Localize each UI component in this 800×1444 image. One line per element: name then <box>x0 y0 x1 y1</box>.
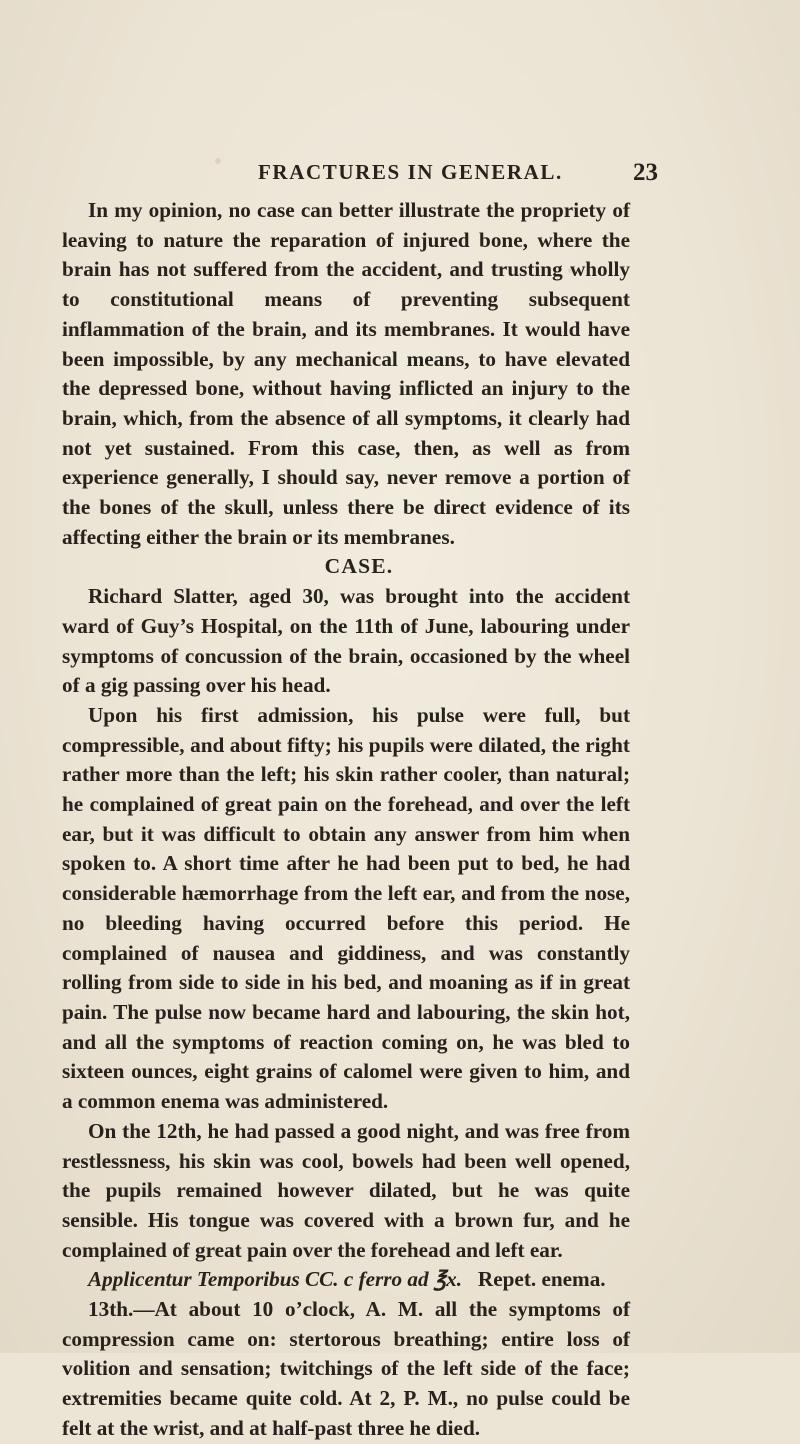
prescription-line <box>62 1265 630 1295</box>
case-paragraph: On the 12th, he had passed a good night, and was free from restlessness, his skin was cool, bowels had been well opened, the pupils remained however dilated, but he was quite sensible. His tongue was covered with a brown fur, and he complained of great pain over the forehead and left ear. <box>62 1118 630 1262</box>
page-body <box>62 196 630 1444</box>
page-stain <box>215 158 221 164</box>
running-head: FRACTURES IN GENERAL. <box>258 160 563 184</box>
case-heading: CASE. <box>324 554 394 579</box>
intro-paragraph: In my opinion, no case can better illustrate the propriety of leaving to nature the reparation of injured bone, where the brain has not suffered from the accident, and trusting wholly to constitutional means of preventing subsequent inflammation of the brain, and its membranes. It would have been impossible, by any mechanical means, to have elevated the depressed bone, without having inflicted an injury to the brain, which, from the absence of all symptoms, it clearly had not yet sustained. From this case, then, as well as from experience generally, I should say, never remove a portion of the bones of the skull, unless there be direct evidence of its affecting either the brain or its membranes. <box>62 198 630 549</box>
case-paragraph: 13th.—At about 10 o’clock, A. M. all the symptoms of compression came on: stertorous breathing; entire loss of volition and sensation; twitchings of the left side of the face; extremities became quite cold. At 2, P. M., no pulse could be felt at the wrist, and at half-past three he died. <box>62 1297 630 1440</box>
prescription-note: Repet. enema. <box>477 1267 606 1292</box>
case-paragraph: Upon his first admission, his pulse were full, but compressible, and about fifty; his pupils were dilated, the right rather more than the left; his skin rather cooler, than natural; he complained of great pain on the forehead, and over the left ear, but it was difficult to obtain any answer from him when spoken to. A short time after he had been put to bed, he had considerable hæmorrhage from the left ear, and from the nose, no bleeding having occurred before this period. He complained of nausea and giddiness, and was constantly rolling from side to side in his bed, and moaning as if in great pain. The pulse now became hard and labouring, the skin hot, and all the symptoms of reaction coming on, he was bled to sixteen ounces, eight grains of calomel were given to him, and a common enema was administered. <box>62 702 630 1114</box>
case-paragraph: Richard Slatter, aged 30, was brought into the accident ward of Guy’s Hospital, on the 11th of June, labouring under symptoms of concussion of the brain, occasioned by the wheel of a gig passing over his head. <box>62 584 630 698</box>
page-number: 23 <box>633 159 658 186</box>
page-header <box>258 160 658 194</box>
prescription-latin: Applicentur Temporibus CC. c ferro ad ℥x. <box>88 1267 463 1292</box>
